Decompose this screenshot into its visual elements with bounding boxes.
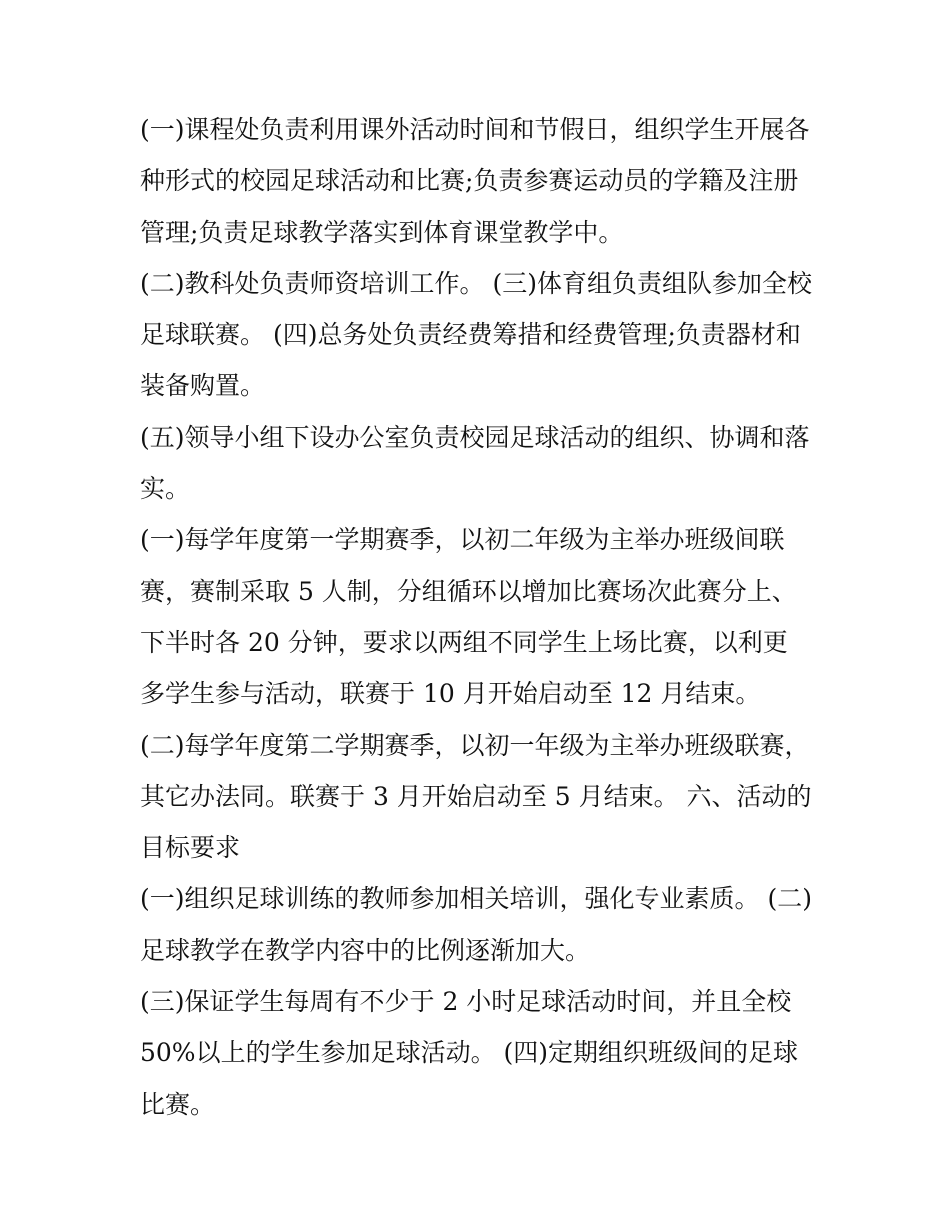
paragraph-3: (五)领导小组下设办公室负责校园足球活动的组织、协调和落实。 (140, 422, 810, 504)
paragraph-5: (二)每学年度第二学期赛季，以初一年级为主举办班级联赛，其它办法同。联赛于 3 月开始启动至 5 月结束。 六、活动的目标要求 (140, 730, 812, 863)
document-page (140, 104, 812, 1130)
paragraph-7: (三)保证学生每周有不少于 2 小时足球活动时间，并且全校 50%以上的学生参加足球活动。 (四)定期组织班级间的足球比赛。 (140, 987, 799, 1119)
paragraph-2: (二)教科处负责师资培训工作。 (三)体育组负责组队参加全校足球联赛。 (四)总务处负责经费筹措和经费管理;负责器材和装备购置。 (140, 268, 812, 401)
paragraph-6: (一)组织足球训练的教师参加相关培训，强化专业素质。 (二)足球教学在教学内容中的比例逐渐加大。 (140, 884, 812, 965)
paragraph-1: (一)课程处负责利用课外活动时间和节假日，组织学生开展各种形式的校园足球活动和比赛;负责参赛运动员的学籍及注册管理;负责足球教学落实到体育课堂教学中。 (140, 115, 810, 247)
paragraph-4: (一)每学年度第一学期赛季，以初二年级为主举办班级间联赛，赛制采取 5 人制，分组循环以增加比赛场次此赛分上、下半时各 20 分钟，要求以两组不同学生上场比赛，以利更多学生参与活动，联赛于 10 月开始启动至 12 月结束。 (140, 525, 797, 709)
